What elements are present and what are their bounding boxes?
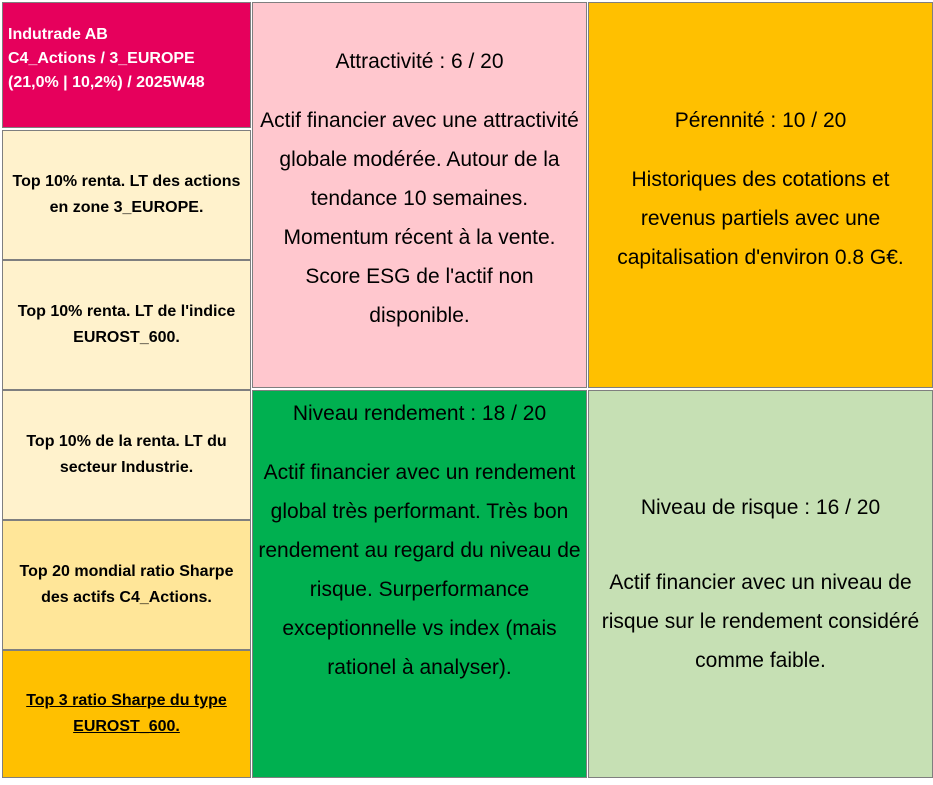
tag-renta-zone (2, 130, 251, 260)
perennite-title: Pérennité : 10 / 20 (674, 109, 847, 132)
tag-sharpe-type[interactable] (2, 650, 251, 778)
risque-text: Actif financier avec un niveau de risque sur le rendement considéré comme faible. (601, 571, 920, 672)
asset-header (2, 2, 251, 128)
perennite-panel (588, 2, 933, 388)
asset-name: Indutrade AB (8, 26, 108, 43)
tag-text: Top 10% renta. LT des actions en zone 3_EUROPE. (12, 173, 241, 216)
tag-text: Top 20 mondial ratio Sharpe des actifs C4_Actions. (19, 563, 234, 606)
asset-stats: (21,0% | 10,2%) / 2025W48 (8, 74, 205, 91)
tag-sharpe-mondial (2, 520, 251, 650)
perennite-text: Historiques des cotations et revenus partiels avec une capitalisation d'environ 0.8 G€. (617, 168, 904, 269)
tag-link-text[interactable]: Top 3 ratio Sharpe du type EUROST_600. (26, 692, 227, 735)
risque-panel (588, 390, 933, 778)
rendement-text: Actif financier avec un rendement global très performant. Très bon rendement au regard du niveau de risque. Surperformance exceptionnelle vs index (mais rationel à analyser). (258, 461, 581, 679)
tag-text: Top 10% de la renta. LT du secteur Industrie. (26, 433, 227, 476)
attractivite-panel (252, 2, 587, 388)
rendement-panel (252, 390, 587, 778)
risque-title: Niveau de risque : 16 / 20 (640, 496, 881, 519)
tag-renta-secteur (2, 390, 251, 520)
asset-category: C4_Actions / 3_EUROPE (8, 50, 195, 67)
attractivite-text: Actif financier avec une attractivité globale modérée. Autour de la tendance 10 semaines. Momentum récent à la vente. Score ESG de l'actif non disponible. (260, 109, 579, 327)
rendement-title: Niveau rendement : 18 / 20 (292, 402, 547, 425)
tag-renta-indice (2, 260, 251, 390)
attractivite-title: Attractivité : 6 / 20 (335, 50, 504, 73)
tag-text: Top 10% renta. LT de l'indice EUROST_600. (17, 303, 236, 346)
